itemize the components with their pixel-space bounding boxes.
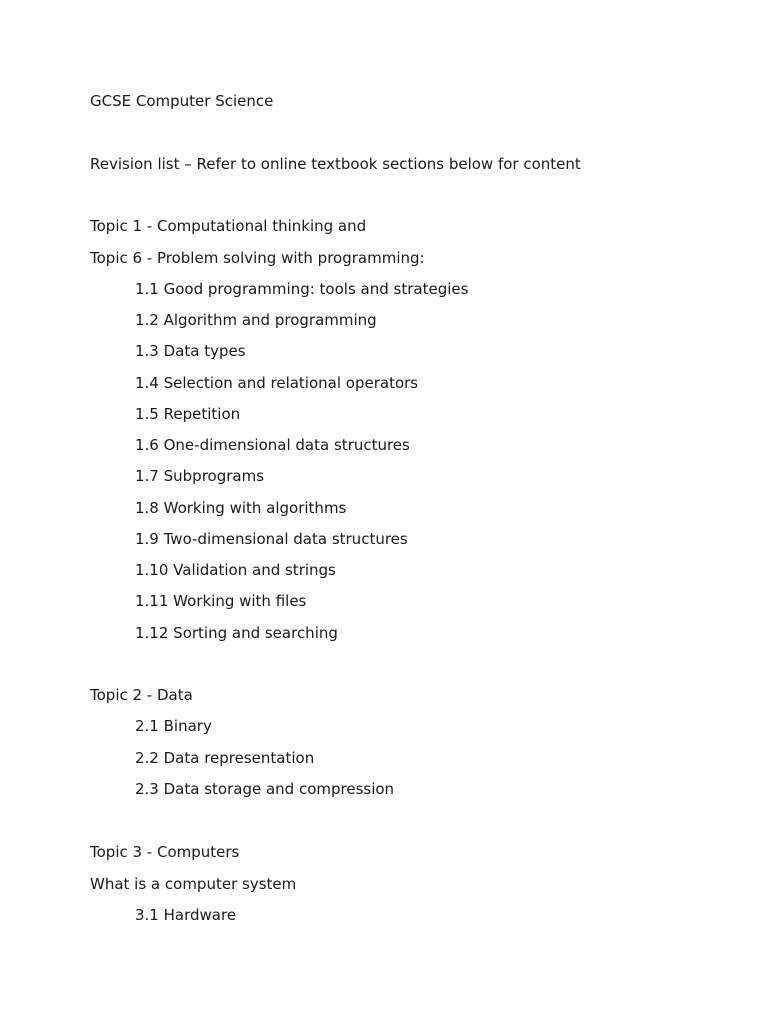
topic-3-item: 3.1 Hardware [135,906,237,924]
topic-1-item: 1.4 Selection and relational operators [135,374,419,392]
document-title: GCSE Computer Science [90,92,274,110]
topic-1-item: 1.12 Sorting and searching [135,624,338,642]
topic-3-heading: Topic 3 - Computers [90,843,240,861]
topic-6-heading: Topic 6 - Problem solving with programming: [90,249,425,267]
revision-list-intro: Revision list – Refer to online textbook sections below for content [90,155,581,173]
topic-2-item: 2.2 Data representation [135,749,315,767]
topic-1-item: 1.2 Algorithm and programming [135,311,377,329]
topic-1-item: 1.10 Validation and strings [135,561,336,579]
topic-1-item: 1.6 One-dimensional data structures [135,436,410,454]
topic-1-item: 1.11 Working with files [135,592,307,610]
topic-1-item: 1.8 Working with algorithms [135,499,347,517]
topic-1-heading: Topic 1 - Computational thinking and [90,217,367,235]
topic-1-item: 1.9 Two-dimensional data structures [135,530,408,548]
topic-1-item: 1.3 Data types [135,342,246,360]
topic-2-item: 2.1 Binary [135,717,212,735]
topic-2-heading: Topic 2 - Data [90,686,193,704]
topic-3-subheading: What is a computer system [90,875,297,893]
topic-1-item: 1.5 Repetition [135,405,241,423]
topic-1-item: 1.1 Good programming: tools and strategies [135,280,469,298]
topic-1-item: 1.7 Subprograms [135,467,265,485]
topic-2-item: 2.3 Data storage and compression [135,780,395,798]
